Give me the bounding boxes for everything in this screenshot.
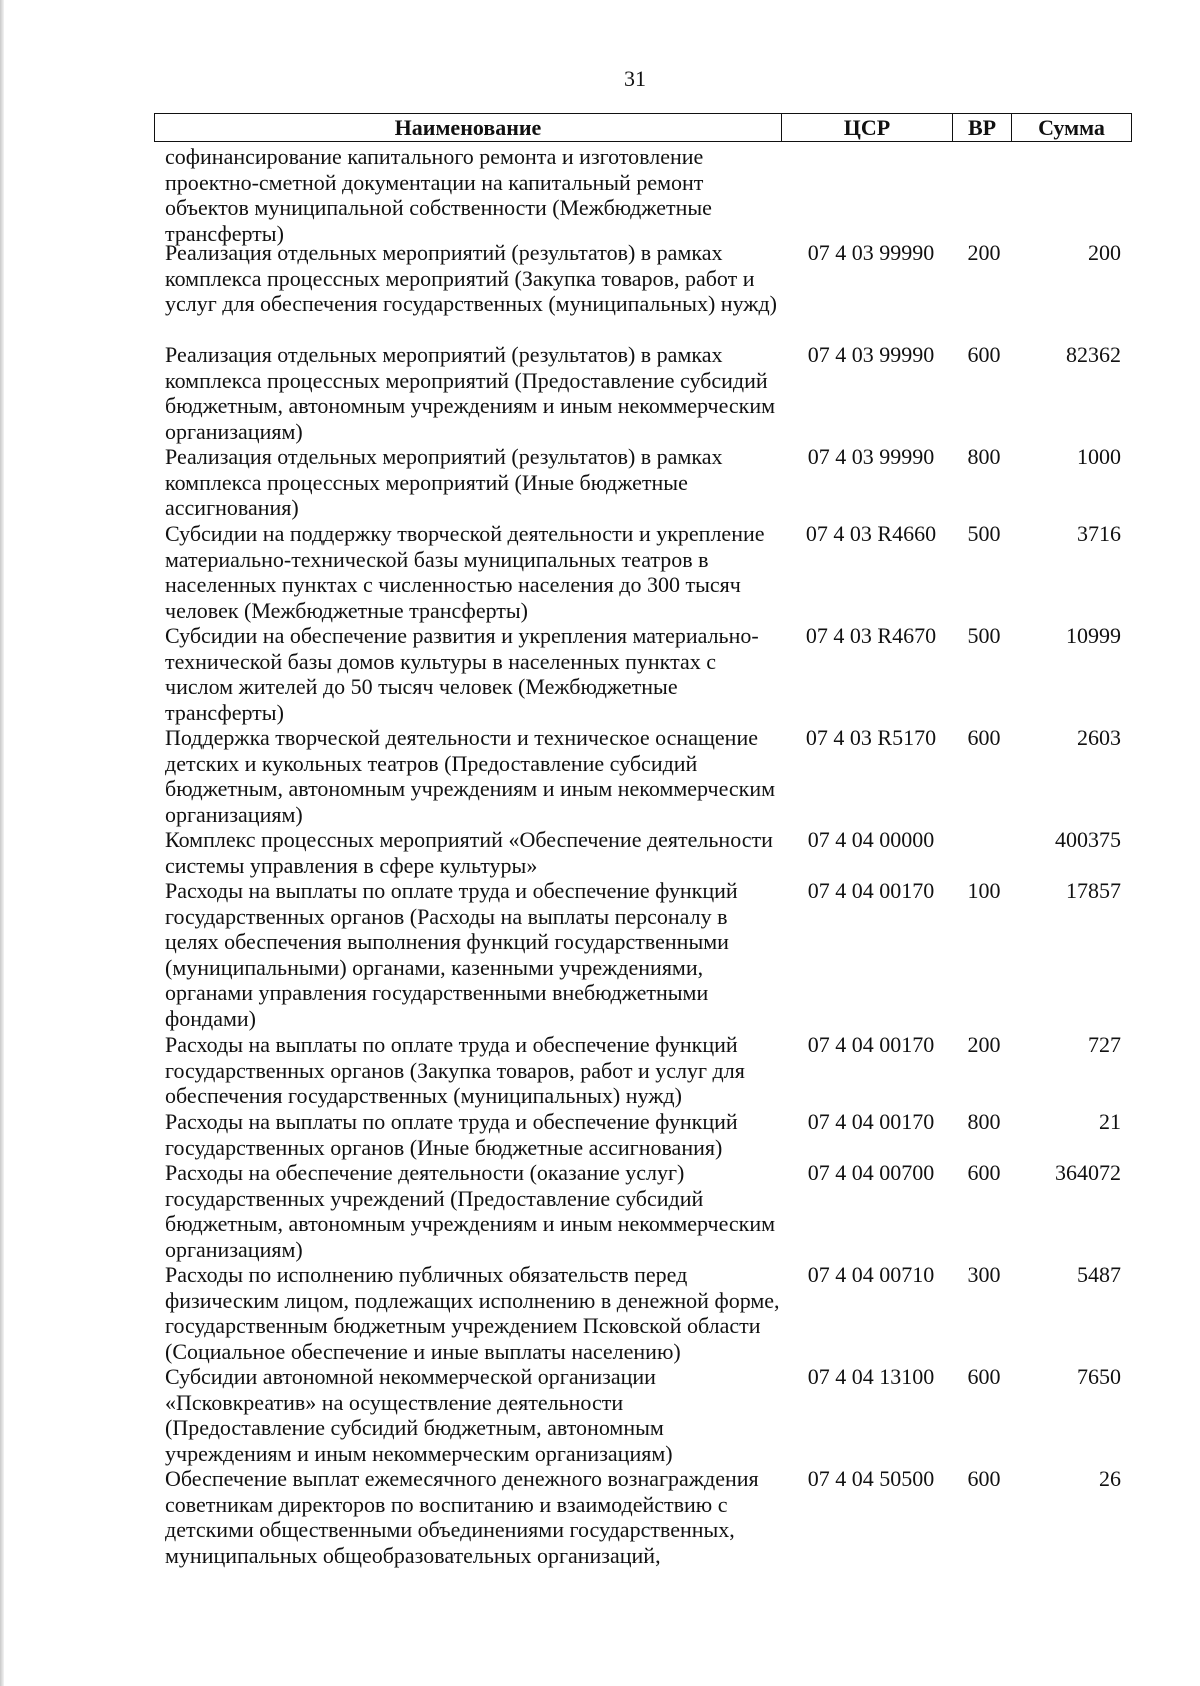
- row-name: Субсидии на обеспечение развития и укрепления материально-технической базы домов культуры в населенных пунктах с числом жителей до 50 тысяч человек (Межбюджетные трансферты): [165, 623, 759, 725]
- row-csr: 07 4 03 R4670: [805, 623, 937, 648]
- page-number: 31: [624, 66, 646, 91]
- header-vr: ВР: [953, 114, 1012, 141]
- table-row: [165, 827, 1125, 878]
- table-row: [165, 1262, 1125, 1364]
- row-vr: 300: [967, 1262, 1001, 1287]
- row-vr: 800: [967, 1109, 1001, 1134]
- row-sum: 82362: [1066, 342, 1121, 367]
- row-sum: 10999: [1066, 623, 1121, 648]
- table-header: [154, 113, 1132, 142]
- table-row: [165, 1032, 1125, 1109]
- row-vr: 100: [967, 878, 1001, 903]
- table-row: [165, 878, 1125, 1032]
- header-name: Наименование: [155, 114, 782, 141]
- row-vr: 500: [967, 521, 1001, 546]
- row-vr: 600: [967, 1466, 1001, 1491]
- table-row: [165, 521, 1125, 623]
- header-sum: Сумма: [1038, 114, 1105, 140]
- table-row: [165, 240, 1125, 342]
- row-name: Расходы на выплаты по оплате труда и обеспечение функций государственных органов (Расходы на выплаты персоналу в целях обеспечения выполнения функций государственными (муниципальными) органами, казенными учреждениями, органами управления государственными внебюджетными фондами): [165, 878, 738, 1031]
- row-vr: 500: [967, 623, 1001, 648]
- table-row: [165, 1109, 1125, 1160]
- row-csr: 07 4 03 99990: [807, 444, 935, 469]
- row-sum: 1000: [1077, 444, 1121, 469]
- row-sum: 17857: [1066, 878, 1121, 903]
- row-sum: 26: [1099, 1466, 1121, 1491]
- row-name: Расходы на выплаты по оплате труда и обеспечение функций государственных органов (Иные бюджетные ассигнования): [165, 1109, 738, 1160]
- table-row: [165, 444, 1125, 521]
- row-csr: 07 4 04 00170: [807, 1032, 935, 1057]
- table-row: [165, 1160, 1125, 1262]
- row-csr: 07 4 04 50500: [807, 1466, 935, 1491]
- table-row: [165, 623, 1125, 725]
- row-csr: 07 4 03 99990: [807, 342, 935, 367]
- row-name: Комплекс процессных мероприятий «Обеспечение деятельности системы управления в сфере культуры»: [165, 827, 773, 878]
- row-name: Субсидии автономной некоммерческой организации «Псковкреатив» на осуществление деятельности (Предоставление субсидий бюджетным, автономным учреждениям и иным некоммерческим организациям): [165, 1364, 673, 1466]
- table-row: [165, 342, 1125, 444]
- row-sum: 364072: [1055, 1160, 1121, 1185]
- table-row: [165, 725, 1125, 827]
- row-vr: 200: [967, 1032, 1001, 1057]
- row-vr: 600: [967, 1160, 1001, 1185]
- row-name: Реализация отдельных мероприятий (результатов) в рамках комплекса процессных мероприятий (Закупка товаров, работ и услуг для обеспечения государственных (муниципальных) нужд): [165, 240, 777, 316]
- table-body: [165, 144, 1125, 1570]
- row-name: Обеспечение выплат ежемесячного денежного вознаграждения советникам директоров по воспитанию и взаимодействию с детскими общественными объединениями государственных, муниципальных общеобразовательных организаций,: [165, 1466, 759, 1568]
- row-csr: 07 4 04 13100: [807, 1364, 935, 1389]
- row-csr: 07 4 04 00000: [807, 827, 935, 852]
- table-row: [165, 1364, 1125, 1466]
- row-name: софинансирование капитального ремонта и изготовление проектно-сметной документации на капитальный ремонт объектов муниципальной собственности (Межбюджетные трансферты): [165, 144, 712, 246]
- header-csr: ЦСР: [782, 114, 953, 141]
- row-vr: 600: [967, 725, 1001, 750]
- row-sum: 7650: [1077, 1364, 1121, 1389]
- scan-edge: [0, 0, 4, 1686]
- row-csr: 07 4 04 00700: [807, 1160, 935, 1185]
- table-row: [165, 1466, 1125, 1570]
- row-vr: 600: [967, 1364, 1001, 1389]
- row-sum: 21: [1099, 1109, 1121, 1134]
- row-name: Реализация отдельных мероприятий (результатов) в рамках комплекса процессных мероприятий (Предоставление субсидий бюджетным, автономным учреждениям и иным некоммерческим организациям): [165, 342, 776, 444]
- row-vr: 600: [967, 342, 1001, 367]
- row-csr: 07 4 03 99990: [807, 240, 935, 265]
- row-csr: 07 4 03 R5170: [805, 725, 937, 750]
- row-csr: 07 4 04 00170: [807, 878, 935, 903]
- row-csr: 07 4 04 00710: [807, 1262, 935, 1287]
- row-sum: 2603: [1077, 725, 1121, 750]
- row-name: Расходы по исполнению публичных обязательств перед физическим лицом, подлежащих исполнению в денежной форме, государственным бюджетным учреждением Псковской области (Социальное обеспечение и иные выплаты населению): [165, 1262, 780, 1364]
- table-row: [165, 144, 1125, 246]
- row-csr: 07 4 04 00170: [807, 1109, 935, 1134]
- row-name: Поддержка творческой деятельности и техническое оснащение детских и кукольных театров (Предоставление субсидий бюджетным, автономным учреждениям и иным некоммерческим организациям): [165, 725, 776, 827]
- row-csr: 07 4 03 R4660: [805, 521, 937, 546]
- row-sum: 3716: [1077, 521, 1121, 546]
- row-name: Расходы на обеспечение деятельности (оказание услуг) государственных учреждений (Предоставление субсидий бюджетным, автономным учреждениям и иным некоммерческим организациям): [165, 1160, 776, 1262]
- row-sum: 200: [1088, 240, 1121, 265]
- row-sum: 727: [1088, 1032, 1121, 1057]
- row-name: Расходы на выплаты по оплате труда и обеспечение функций государственных органов (Закупка товаров, работ и услуг для обеспечения государственных (муниципальных) нужд): [165, 1032, 745, 1108]
- row-name: Субсидии на поддержку творческой деятельности и укрепление материально-технической базы муниципальных театров в населенных пунктах с численностью населения до 300 тысяч человек (Межбюджетные трансферты): [165, 521, 765, 623]
- row-vr: 200: [967, 240, 1001, 265]
- row-vr: 800: [967, 444, 1001, 469]
- row-name: Реализация отдельных мероприятий (результатов) в рамках комплекса процессных мероприятий (Иные бюджетные ассигнования): [165, 444, 723, 520]
- row-sum: 5487: [1077, 1262, 1121, 1287]
- row-sum: 400375: [1055, 827, 1121, 852]
